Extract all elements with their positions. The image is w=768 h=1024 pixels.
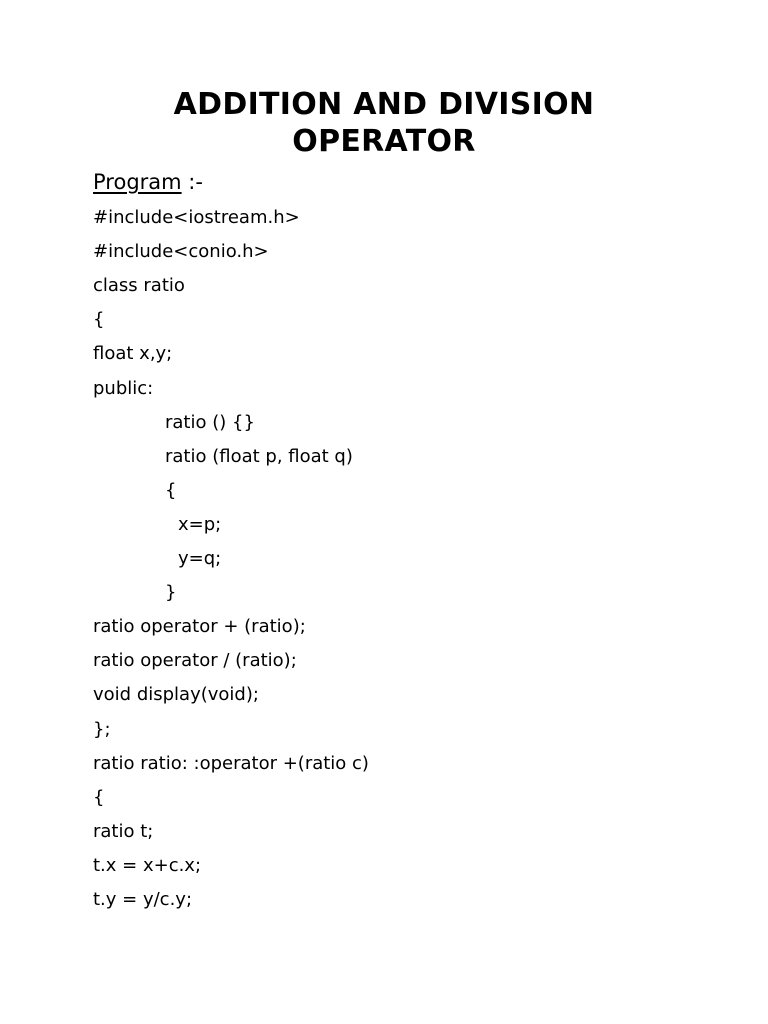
code-line: ratio ratio: :operator +(ratio c) <box>93 752 369 774</box>
program-label-word: Program <box>93 170 182 194</box>
code-line: t.y = y/c.y; <box>93 889 193 910</box>
code-line: t.x = x+c.x; <box>93 854 202 876</box>
code-line: }; <box>93 718 111 740</box>
code-line: #include<conio.h> <box>93 241 269 263</box>
document-title-line-1: ADDITION AND DIVISION <box>173 87 595 122</box>
code-line: y=q; <box>178 548 222 569</box>
code-line: class ratio <box>93 275 185 297</box>
code-line: #include<iostream.h> <box>93 207 300 228</box>
code-line: ratio operator / (ratio); <box>93 650 297 672</box>
code-line: { <box>93 786 105 808</box>
program-label-suffix: :- <box>181 170 203 194</box>
program-label <box>93 168 203 196</box>
code-line: ratio () {} <box>165 411 255 433</box>
code-line: ratio (float p, float q) <box>165 445 353 467</box>
code-line: { <box>165 479 177 501</box>
code-line: { <box>93 309 105 331</box>
code-line: public: <box>93 377 154 399</box>
document-title-line-2: OPERATOR <box>292 124 476 159</box>
code-line: x=p; <box>178 513 222 535</box>
code-line: float x,y; <box>93 343 173 365</box>
code-line: ratio t; <box>93 820 154 842</box>
code-line: } <box>165 582 177 604</box>
code-line: ratio operator + (ratio); <box>93 616 306 638</box>
code-line: void display(void); <box>93 684 259 706</box>
